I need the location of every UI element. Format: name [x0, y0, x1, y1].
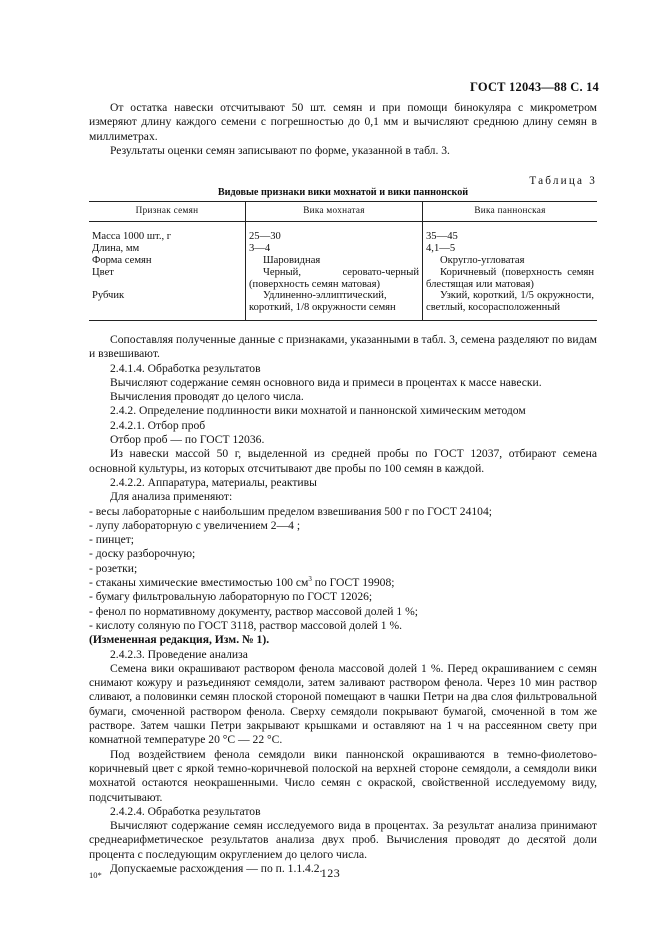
table-cell: 25—30: [246, 221, 423, 242]
section-heading: 2.4.2.3. Проведение анализа: [110, 647, 248, 661]
column-header: Вика паннонская: [423, 202, 598, 222]
table-cell: Длина, мм: [92, 242, 140, 254]
list-item: - розетки;: [89, 561, 138, 575]
table-row: [89, 221, 597, 242]
table-cell: Рубчик: [89, 290, 246, 320]
page-number: 123: [320, 866, 341, 880]
column-header: Признак семян: [89, 202, 246, 222]
column-header: Вика мохнатая: [246, 202, 423, 222]
list-item: [89, 576, 597, 590]
paragraph: Вычисляют содержание семян исследуемого вида в процентах. За результат анализа принимают среднеарифметическое результатов анализа двух проб. Вычисления проводят до десятой доли процента с последующим округлением до целого числа.: [89, 819, 597, 861]
main-text: [89, 333, 597, 876]
page-header: ГОСТ 12043—88 С. 14: [470, 80, 599, 94]
table-cell: 35—45: [423, 221, 598, 242]
table-row: [89, 290, 597, 320]
section-heading: 2.4.2.2. Аппаратура, материалы, реактивы: [110, 475, 317, 489]
paragraph: От остатка навески отсчитывают 50 шт. семян и при помощи бинокуляра с микрометром измеряют длину каждого семени с погрешностью до 0,1 мм и вычисляют среднюю длину семян в миллиметрах.: [89, 101, 597, 143]
paragraph: Для анализа применяют:: [110, 490, 233, 504]
table-cell: Узкий, короткий, 1/5 окружности, светлый, косорасположенный: [423, 290, 598, 320]
table-cell: Удлиненно-эллиптический, короткий, 1/8 окружности семян: [246, 290, 423, 320]
table-row: [89, 267, 597, 291]
list-item: - кислоту соляную по ГОСТ 3118, раствор массовой долей 1 %.: [89, 618, 403, 632]
paragraph: Допускаемые расхождения — по п. 1.1.4.2.: [110, 861, 323, 875]
list-item: - лупу лабораторную с увеличением 2—4 ;: [89, 518, 301, 532]
list-item: - доску разборочную;: [89, 547, 196, 561]
section-heading: 2.4.2. Определение подлинности вики мохнатой и паннонской химическим методом: [110, 404, 526, 418]
table-cell: Форма семян: [92, 254, 152, 266]
table-cell: Шаровидная: [246, 255, 423, 267]
edit-note-text: (Измененная редакция, Изм. № 1).: [89, 633, 270, 647]
list-item-text: по ГОСТ 19908;: [311, 576, 395, 590]
table-cell: Масса 1000 шт., г: [92, 230, 172, 242]
table-title: Видовые признаки вики мохнатой и вики паннонской: [217, 187, 469, 198]
paragraph: Вычисления проводят до целого числа.: [110, 390, 304, 404]
list-item: - фенол по нормативному документу, раствор массовой долей 1 %;: [89, 604, 418, 618]
table-label: Таблица 3: [529, 175, 597, 187]
paragraph: Отбор проб — по ГОСТ 12036.: [110, 433, 265, 447]
table-cell: 4,1—5: [423, 243, 598, 255]
section-heading: 2.4.2.1. Отбор проб: [110, 418, 206, 432]
table-row: [89, 255, 597, 267]
edit-note: [89, 633, 597, 647]
paragraph: Вычисляют содержание семян основного вида и примеси в процентах к массе навески.: [110, 375, 542, 389]
table-cell: Коричневый (поверхность семян блестящая или матовая): [423, 267, 598, 291]
footer-mark: 10*: [89, 870, 102, 880]
table-cell: Черный, серовато-черный (поверхность семян матовая): [246, 267, 423, 291]
list-item-text: - стаканы химические вместимостью 100 см: [89, 576, 309, 590]
section-heading: 2.4.1.4. Обработка результатов: [110, 361, 261, 375]
section-heading: 2.4.2.4. Обработка результатов: [110, 804, 261, 818]
superscript: 3: [308, 575, 312, 584]
list-item: - пинцет;: [89, 533, 135, 547]
table-row: [89, 243, 597, 255]
intro-text: [89, 101, 597, 158]
paragraph: Сопоставляя полученные данные с признаками, указанными в табл. 3, семена разделяют по видам и взвешивают.: [89, 333, 597, 361]
paragraph: Результаты оценки семян записывают по форме, указанной в табл. 3.: [110, 143, 450, 157]
paragraph: Семена вики окрашивают раствором фенола массовой долей 1 %. Перед окрашиванием с семян снимают кожуру и разъединяют семядоли, затем заливают раствором фенола. Через 10 мин раствор сливают, а половинки семян плоской стороной помещают в чашки Петри на два слоя фильтровальной бумаги, смоченной раствором фенола. Сверху семядоли покрывают бумагой, смоченной в том же растворе. Затем чашки Петри закрывают крышками и оставляют на 1 ч на рассеянном свету при комнатной температуре 20 °С — 22 °С.: [89, 661, 597, 747]
list-item: - весы лабораторные с наибольшим пределом взвешивания 500 г по ГОСТ 24104;: [89, 504, 493, 518]
list-item: - бумагу фильтровальную лабораторную по ГОСТ 12026;: [89, 590, 373, 604]
table-cell: 3—4: [246, 243, 423, 255]
paragraph: Под воздействием фенола семядоли вики паннонской окрашиваются в темно-фиолетово-коричневый цвет с яркой темно-коричневой полоской на верхней стороне семядоли, а семядоли вики мохнатой остаются неокрашенными. Число семян с окраской, свойственной исследуемому виду, подсчитывают.: [89, 747, 597, 804]
table-cell: Цвет: [92, 266, 114, 278]
table-cell: Округло-угловатая: [423, 255, 598, 267]
species-table: [89, 201, 597, 321]
paragraph: Из навески массой 50 г, выделенной из средней пробы по ГОСТ 12037, отбирают семена основной культуры, из которых отсчитывают две пробы по 100 семян в каждой.: [89, 447, 597, 475]
table-header-row: [89, 202, 597, 222]
